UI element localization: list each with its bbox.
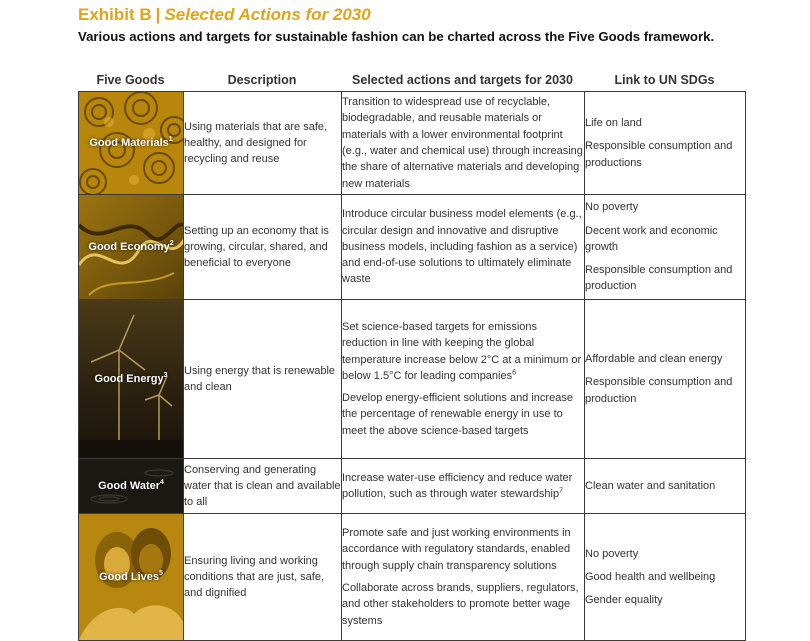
exhibit-separator: | (155, 5, 161, 24)
table-row (79, 195, 746, 300)
good-energy-image (79, 300, 183, 458)
good-water-image (79, 459, 183, 513)
action-text: Increase water-use efficiency and reduce water pollution, such as through water stewardship$^7$ (342, 471, 573, 500)
header-description: Description (227, 73, 297, 87)
header-sdgs: Link to UN SDGs (614, 73, 715, 87)
good-materials-image (79, 92, 183, 194)
sdg-item: Affordable and clean energy (585, 353, 723, 366)
sdgs-cell (585, 92, 746, 195)
sdgs-cell (585, 195, 746, 300)
sdg-item: Responsible consumption and production (585, 264, 733, 293)
actions-cell (342, 195, 585, 300)
sdg-item: Clean water and sanitation (585, 479, 716, 492)
table-row (79, 459, 746, 514)
sdg-item: Responsible consumption and production (585, 376, 733, 405)
actions-cell (342, 514, 585, 641)
action-text: Set science-based targets for emissions reduction in line with keeping the global temperature increase below 2°C at a minimum or below 1.5°C for leading companies$^6$ (342, 320, 582, 382)
description-cell: Ensuring living and working conditions that are just, safe, and dignified (184, 514, 342, 641)
header-actions: Selected actions and targets for 2030 (352, 73, 573, 87)
exhibit-label: Exhibit B (78, 5, 152, 24)
sdg-item: No poverty (585, 201, 639, 214)
description-cell: Using materials that are safe, healthy, and designed for recycling and reuse (184, 92, 342, 195)
action-text: Promote safe and just working environments in accordance with regulatory standards, enabled through supply chain transparency solutions (342, 527, 571, 572)
table-row (79, 92, 746, 195)
table-row (79, 514, 746, 641)
sdg-item: Life on land (585, 117, 642, 130)
exhibit-title-text: Selected Actions for 2030 (164, 5, 371, 24)
header-five-goods: Five Goods (96, 73, 165, 87)
good-energy-cell (79, 300, 184, 459)
description-cell: Using energy that is renewable and clean (184, 300, 342, 459)
sdgs-cell (585, 514, 746, 641)
sdg-item: Good health and wellbeing (585, 570, 716, 583)
good-lives-label: Good Lives$^5$ (99, 570, 163, 583)
actions-cell (342, 300, 585, 459)
sdgs-cell (585, 459, 746, 514)
sdgs-cell (585, 300, 746, 459)
description-cell: Setting up an economy that is growing, circular, shared, and beneficial to everyone (184, 195, 342, 300)
good-lives-image (79, 514, 183, 640)
action-text: Collaborate across brands, suppliers, regulators, and other stakeholders to promote better wage systems (342, 582, 579, 627)
actions-cell (342, 459, 585, 514)
good-economy-image (79, 195, 183, 299)
exhibit-subtitle: Various actions and targets for sustainable fashion can be charted across the Five Goods framework. (78, 29, 715, 44)
sdg-item: Decent work and economic growth (585, 224, 718, 253)
action-text: Introduce circular business model elements (e.g., circular design and innovative and disruptive business models, including fashion as a service) and end-of-use solutions to ultimately eliminate waste (342, 208, 582, 286)
good-economy-label: Good Economy$^2$ (88, 240, 174, 253)
actions-cell (342, 92, 585, 195)
exhibit-title (78, 5, 371, 25)
good-water-label: Good Water$^4$ (98, 479, 164, 492)
good-energy-label: Good Energy$^3$ (94, 372, 168, 385)
sdg-item: No poverty (585, 547, 639, 560)
sdg-item: Responsible consumption and productions (585, 140, 733, 169)
good-lives-cell (79, 514, 184, 641)
table-row (79, 300, 746, 459)
five-goods-table (78, 91, 746, 641)
good-economy-cell (79, 195, 184, 300)
action-text: Transition to widespread use of recyclable, biodegradable, and reusable materials or materials with a lower environmental footprint (e.g., water and chemical use) through increasing the share of alternative materials and developing new materials (342, 96, 583, 190)
good-materials-label: Good Materials$^1$ (89, 136, 173, 149)
good-materials-cell (79, 92, 184, 195)
description-cell: Conserving and generating water that is clean and available to all (184, 459, 342, 514)
action-text: Develop energy-efficient solutions and increase the percentage of renewable energy in use to meet the above science-based targets (342, 392, 573, 437)
good-water-cell (79, 459, 184, 514)
sdg-item: Gender equality (585, 594, 663, 607)
